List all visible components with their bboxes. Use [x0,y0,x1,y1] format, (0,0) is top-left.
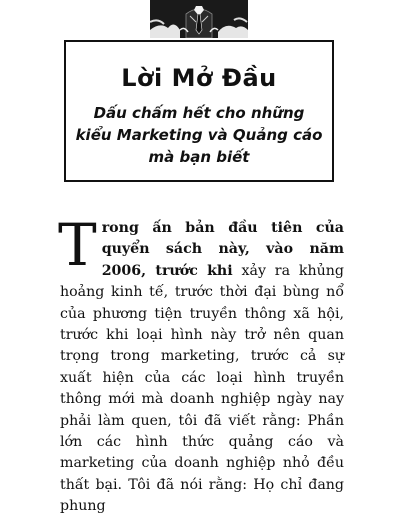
chapter-title-box [64,40,334,182]
subtitle-line-3: mà bạn biết [148,148,250,166]
drop-cap: T [58,211,97,279]
bold-intro: rong ấn bản đầu tiên của quyển sách này, vào năm 2006, trước khi [101,220,344,279]
body-paragraph [58,211,344,518]
subtitle-line-1: Dấu chấm hết cho những [93,104,305,122]
chapter-title: Lời Mở Đầu [121,64,277,92]
subtitle-line-2: kiểu Marketing và Quảng cáo [75,126,323,144]
businessman-illustration [150,0,248,38]
chapter-illustration [150,0,248,38]
paragraph-text: xảy ra khủng hoảng kinh tế, trước thời đại bùng nổ của phương tiện truyền thông xã hội, trước khi loại hình này trở nên quan trọng trong marketing, trước cả sự xuất hiện của các loại hình truyền thông mới mà doanh nghiệp ngày nay phải làm quen, tôi đã viết rằng: Phần lớn các hình thức quảng cáo và marketing của doanh nghiệp nhỏ đều thất bại. Tôi đã nói rằng: Họ chỉ đang phung [60,262,344,515]
chapter-subtitle [72,102,326,168]
